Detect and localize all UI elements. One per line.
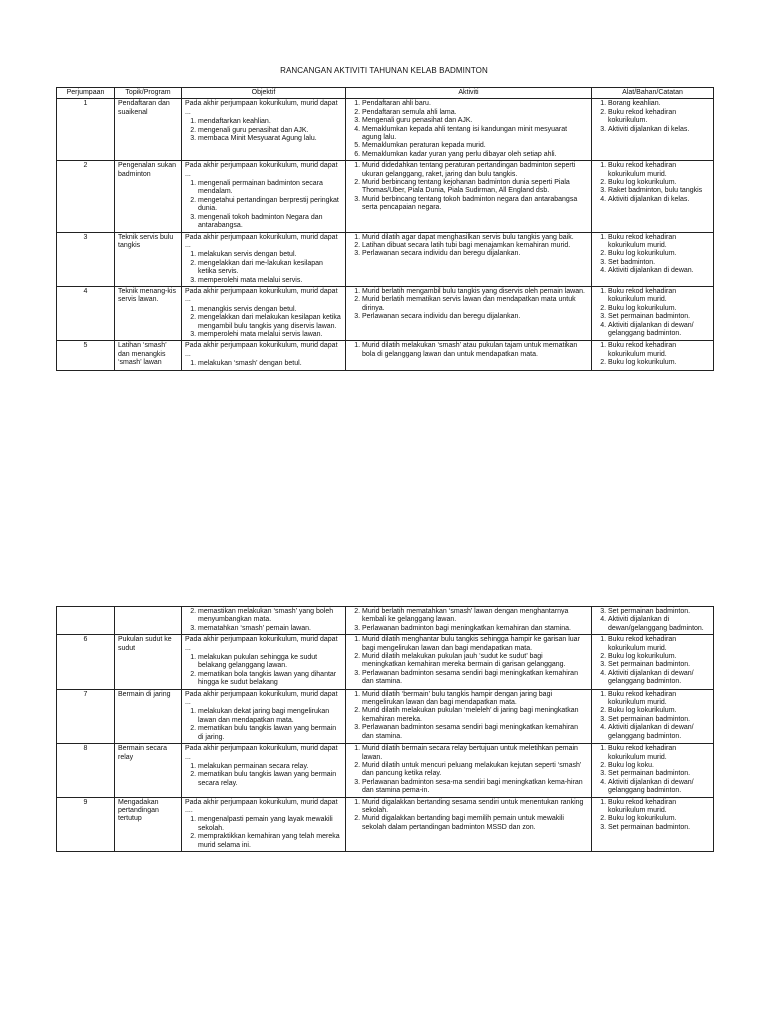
activity-item: 3. Perlawanan badminton sesama sendiri bagi meningkatkan kemahiran dan stamina.: [362, 670, 588, 687]
objective-item-list: [185, 608, 342, 633]
topic-cell: Teknik menang-kis servis lawan.: [115, 286, 182, 340]
note-item: 3. Set permainan badminton.: [608, 313, 710, 321]
objective-intro: Pada akhir perjumpaan kokurikulum, murid dapat ...: [185, 342, 338, 358]
topic-cell: Teknik servis bulu tangkis: [115, 232, 182, 286]
activity-item: 1. Murid dilatih bermain secara relay bertujuan untuk meletihkan pemain lawan.: [362, 745, 588, 762]
meeting-number: 2: [57, 161, 115, 232]
activity-cell: [346, 797, 592, 851]
activity-item: 3. Perlawanan secara individu dan beregu dijalankan.: [362, 313, 588, 321]
objective-intro: Pada akhir perjumpaan kokurikulum, murid dapat ...: [185, 100, 338, 116]
notes-cell: [592, 607, 714, 635]
objective-intro: Pada akhir perjumpaan kokurikulum, murid dapat ...: [185, 162, 338, 178]
note-item: 4. Aktiviti dijalankan di kelas.: [608, 196, 710, 204]
objective-item: 1. mengenalpasti pemain yang layak mewakili sekolah.: [198, 816, 342, 833]
activity-cell: [346, 161, 592, 232]
activity-item: 2. Murid dilatih melakukan pukulan ‘meleleh’ di jaring bagi meningkatkan kemahiran mereka.: [362, 707, 588, 724]
activity-item: 4. Memaklumkan kepada ahli tentang isi kandungan minit mesyuarat agung lalu.: [362, 126, 588, 143]
note-item: 3. Set permainan badminton.: [608, 824, 710, 832]
note-item: 3. Aktiviti dijalankan di kelas.: [608, 126, 710, 134]
activity-item: 2. Murid dilatih untuk mencuri peluang melakukan kejutan seperti ‘smash’ dan pancung ketika relay.: [362, 762, 588, 779]
note-item: 1. Buku rekod kehadiran kokurikulum murid.: [608, 745, 710, 762]
objective-item: 1. melakukan ‘smash’ dengan betul.: [198, 360, 342, 368]
objective-item: 2. mempraktikkan kemahiran yang telah mereka murid selama ini.: [198, 833, 342, 850]
objective-item: 3. mematahkan ‘smash’ pemain lawan.: [198, 625, 342, 633]
notes-cell: [592, 797, 714, 851]
objective-intro: Pada akhir perjumpaan kokurikulum, murid dapat ...: [185, 745, 338, 761]
objective-cell: [182, 99, 346, 161]
topic-cell: Pengenalan sukan badminton: [115, 161, 182, 232]
note-item: 3. Set permainan badminton.: [608, 716, 710, 724]
objective-item-list: [185, 763, 342, 788]
topic-cell: [115, 607, 182, 635]
activity-cell: [346, 744, 592, 797]
meeting-number: 4: [57, 286, 115, 340]
note-item: 3. Raket badminton, bulu tangkis: [608, 187, 710, 195]
meeting-number: [57, 607, 115, 635]
activity-item: 2. Murid digalakkan bertanding bagi memilih pemain untuk mewakili sekolah dalam pertandingan badminton MSSD dan zon.: [362, 815, 588, 832]
activity-item: 1. Murid berlatih mengambil bulu tangkis yang diservis oleh pemain lawan.: [362, 288, 588, 296]
activity-cell: [346, 286, 592, 340]
note-item: 3. Set permainan badminton.: [608, 608, 710, 616]
objective-item: 1. menangkis servis dengan betul.: [198, 306, 342, 314]
objective-cell: [182, 161, 346, 232]
activity-cell: [346, 341, 592, 370]
activity-item: 1. Pendaftaran ahli baru.: [362, 100, 588, 108]
activity-item-list: [349, 342, 588, 359]
objective-item: 1. melakukan dekat jaring bagi mengelirukan lawan dan mendapatkan mata.: [198, 708, 342, 725]
note-item: 4. Aktiviti dijalankan di dewan/ gelanggang badminton.: [608, 779, 710, 796]
document-title: RANCANGAN AKTIVITI TAHUNAN KELAB BADMINTON: [280, 66, 488, 75]
activity-cell: [346, 232, 592, 286]
note-item: 2. Buku log kokurikulum.: [608, 250, 710, 258]
table-row: [57, 797, 714, 851]
activity-item: 3. Perlawanan badminton sesa-ma sendiri bagi meningkatkan kema-hiran dan stamina pema-in.: [362, 779, 588, 796]
topic-cell: Mengadakan pertandingan tertutup: [115, 797, 182, 851]
note-item: 1. Buku rekod kehadiran kokurikulum murid.: [608, 234, 710, 251]
note-item: 2. Buku log kokurikulum.: [608, 653, 710, 661]
activity-cell: [346, 635, 592, 689]
table-row: [57, 341, 714, 370]
note-item: 2. Buku log kokurikulum.: [608, 305, 710, 313]
objective-item: 1. mengenali permainan badminton secara mendalam.: [198, 180, 342, 197]
meeting-number: 3: [57, 232, 115, 286]
note-item-list: [595, 745, 710, 795]
table-row: [57, 232, 714, 286]
activity-item: 1. Murid didedahkan tentang peraturan pertandingan badminton seperti ukuran gelanggang, raket, jaring dan bulu tangkis.: [362, 162, 588, 179]
meeting-number: 6: [57, 635, 115, 689]
note-item: 4. Aktiviti dijalankan di dewan/ gelanggang badminton.: [608, 322, 710, 339]
note-item: 4. Aktiviti dijalankan di dewan.: [608, 267, 710, 275]
activity-item: 2. Latihan dibuat secara latih tubi bagi menajamkan kemahiran murid.: [362, 242, 588, 250]
note-item: 2. Buku log kokurikulum.: [608, 359, 710, 367]
objective-item-list: [185, 654, 342, 688]
table-row: [57, 99, 714, 161]
objective-item-list: [185, 708, 342, 742]
activity-cell: [346, 607, 592, 635]
note-item: 1. Buku rekod kehadiran kokurikulum murid.: [608, 691, 710, 708]
activity-item: 6. Memaklumkan kadar yuran yang perlu dibayar oleh setiap ahli.: [362, 151, 588, 159]
topic-cell: Latihan ‘smash’ dan menangkis ‘smash’ lawan: [115, 341, 182, 370]
notes-cell: [592, 232, 714, 286]
objective-item: 1. melakukan permainan secara relay.: [198, 763, 342, 771]
activity-item: 2. Pendaftaran semula ahli lama.: [362, 109, 588, 117]
objective-item: 3. mengenali tokoh badminton Negara dan antarabangsa.: [198, 214, 342, 231]
activity-item-list: [349, 799, 588, 833]
note-item: 3. Set permainan badminton.: [608, 770, 710, 778]
objective-item: 1. melakukan pukulan sehingga ke sudut belakang gelanggang lawan.: [198, 654, 342, 671]
header-perjumpaan: Perjumpaan: [57, 88, 115, 99]
note-item-list: [595, 234, 710, 276]
objective-item: 1. melakukan servis dengan betul.: [198, 251, 342, 259]
objective-cell: [182, 744, 346, 797]
note-item-list: [595, 342, 710, 367]
note-item: 1. Buku rekod kehadiran kokurikulum murid.: [608, 342, 710, 359]
table-row: [57, 744, 714, 797]
objective-item-list: [185, 118, 342, 143]
table-row: [57, 286, 714, 340]
notes-cell: [592, 689, 714, 743]
meeting-number: 8: [57, 744, 115, 797]
header-aktiviti: Aktiviti: [346, 88, 592, 99]
objective-intro: Pada akhir perjumpaan kokurikulum, murid dapat ...: [185, 690, 338, 707]
objective-item: 2. mengelakkan dari me-lakukan kesilapan ketika servis.: [198, 260, 342, 277]
activity-item-list: [349, 636, 588, 686]
objective-cell: [182, 797, 346, 851]
activity-item: 2. Murid berlatih mematahkan ‘smash’ lawan dengan menghantarnya kembali ke gelanggang lawan.: [362, 608, 588, 625]
activity-item: 3. Mengenali guru penasihat dan AJK.: [362, 117, 588, 125]
note-item: 2. Buku log kokurikulum.: [608, 707, 710, 715]
topic-cell: Pukulan sudut ke sudut: [115, 635, 182, 689]
objective-intro: Pada akhir perjumpaan kokurikulum, murid dapat ...: [185, 233, 338, 249]
note-item-list: [595, 799, 710, 833]
note-item: 2. Buku log kokurikulum.: [608, 815, 710, 823]
activity-item-list: [349, 288, 588, 322]
activity-cell: [346, 689, 592, 743]
note-item-list: [595, 162, 710, 204]
note-item: 1. Buku rekod kehadiran kokurikulum murid.: [608, 288, 710, 305]
topic-cell: Pendaftaran dan suaikenal: [115, 99, 182, 161]
note-item: 1. Buku rekod kehadiran kokurikulum murid.: [608, 636, 710, 653]
note-item: 4. Aktiviti dijalankan di dewan/gelanggang badminton.: [608, 616, 710, 633]
objective-item: 2. mengenali guru penasihat dan AJK.: [198, 127, 342, 135]
note-item: 3. Set badminton.: [608, 259, 710, 267]
objective-cell: [182, 341, 346, 370]
objective-item: 3. memperolehi mata melalui servis lawan.: [198, 331, 342, 339]
note-item-list: [595, 100, 710, 134]
activity-item-list: [349, 100, 588, 159]
note-item: 4. Aktiviti dijalankan di dewan/ gelanggang badminton.: [608, 724, 710, 741]
activity-item: 1. Murid dilatih ‘bermain’ bulu tangkis hampir dengan jaring bagi mengelirukan lawan dan bagi mendapatkan mata.: [362, 691, 588, 708]
objective-item-list: [185, 306, 342, 340]
objective-item: 3. memperolehi mata melalui servis.: [198, 277, 342, 285]
note-item: 1. Buku rekod kehadiran kokurikulum murid.: [608, 162, 710, 179]
table-row: [57, 689, 714, 743]
table-row: [57, 161, 714, 232]
objective-item: 2. mematikan bulu tangkis lawan yang bermain di jaring.: [198, 725, 342, 742]
objective-cell: [182, 286, 346, 340]
notes-cell: [592, 341, 714, 370]
objective-item: 2. mematikan bulu tangkis lawan yang bermain secara relay.: [198, 771, 342, 788]
topic-cell: Bermain secara relay: [115, 744, 182, 797]
objective-item: 2. mengelakkan dari melakukan kesilapan ketika mengambil bulu tangkis yang diservis lawan.: [198, 314, 342, 331]
note-item-list: [595, 608, 710, 633]
activity-item: 3. Perlawanan secara individu dan beregu dijalankan.: [362, 250, 588, 258]
note-item: 1. Buku rekod kehadiran kokurikulum murid.: [608, 799, 710, 816]
note-item: 2. Buku rekod kehadiran kokurikulum.: [608, 109, 710, 126]
activity-item: 2. Murid berlatih mematikan servis lawan dan mendapatkan mata untuk dirinya.: [362, 296, 588, 313]
activity-item-list: [349, 162, 588, 212]
activity-item-list: [349, 691, 588, 741]
meeting-number: 5: [57, 341, 115, 370]
note-item-list: [595, 636, 710, 686]
meeting-number: 9: [57, 797, 115, 851]
header-topik: Topik/Program: [115, 88, 182, 99]
table-row: [57, 607, 714, 635]
activity-item: 3. Perlawanan badminton bagi meningkatkan kemahiran dan stamina.: [362, 625, 588, 633]
objective-intro: Pada akhir perjumpaan kokurikulum, murid dapat ...: [185, 636, 338, 652]
table-header-row: [57, 88, 714, 99]
activity-item: 3. Perlawanan badminton sesama sendiri bagi meningkatkan kemahiran dan stamina.: [362, 724, 588, 741]
notes-cell: [592, 744, 714, 797]
activity-item-list: [349, 608, 588, 633]
objective-cell: [182, 635, 346, 689]
table-body-page-1: [57, 99, 714, 370]
note-item-list: [595, 691, 710, 741]
objective-cell: [182, 232, 346, 286]
objective-item: 2. memastikan melakukan ‘smash’ yang boleh menyumbangkan mata.: [198, 608, 342, 625]
objective-item-list: [185, 180, 342, 230]
objective-item-list: [185, 251, 342, 285]
objective-item-list: [185, 816, 342, 850]
activity-item: 5. Memaklumkan peraturan kepada murid.: [362, 142, 588, 150]
note-item: 2. Buku log kokurikulum.: [608, 179, 710, 187]
objective-item-list: [185, 360, 342, 368]
activity-table-page-2: [56, 606, 714, 852]
notes-cell: [592, 161, 714, 232]
notes-cell: [592, 635, 714, 689]
objective-item: 2. mematikan bola tangkis lawan yang dihantar hingga ke sudut belakang: [198, 671, 342, 688]
table-body-page-2: [57, 607, 714, 852]
table-row: [57, 635, 714, 689]
objective-intro: Pada akhir perjumpaan kokurikulum, murid dapat ....: [185, 798, 338, 814]
notes-cell: [592, 286, 714, 340]
header-alat: Alat/Bahan/Catatan: [592, 88, 714, 99]
objective-cell: [182, 689, 346, 743]
objective-item: 2. mengetahui pertandingan berprestij peringkat dunia.: [198, 197, 342, 214]
activity-item: 1. Murid dilatih menghantar bulu tangkis sehingga hampir ke garisan luar bagi mengelirukan lawan dan bagi mendapatkan mata.: [362, 636, 588, 653]
meeting-number: 1: [57, 99, 115, 161]
activity-item-list: [349, 234, 588, 259]
activity-item-list: [349, 745, 588, 795]
objective-item: 1. mendaftarkan keahlian.: [198, 118, 342, 126]
activity-item: 3. Murid berbincang tentang tokoh badminton negara dan antarabangsa serta pencapaian negara.: [362, 196, 588, 213]
objective-item: 3. membaca Minit Mesyuarat Agung lalu.: [198, 135, 342, 143]
meeting-number: 7: [57, 689, 115, 743]
notes-cell: [592, 99, 714, 161]
activity-item: 1. Murid digalakkan bertanding sesama sendiri untuk menentukan ranking sekolah.: [362, 799, 588, 816]
activity-cell: [346, 99, 592, 161]
note-item: 2. Buku log koku.: [608, 762, 710, 770]
activity-table-page-1: [56, 87, 714, 371]
objective-cell: [182, 607, 346, 635]
header-objektif: Objektif: [182, 88, 346, 99]
activity-item: 1. Murid dilatih agar dapat menghasilkan servis bulu tangkis yang baik.: [362, 234, 588, 242]
note-item: 1. Borang keahlian.: [608, 100, 710, 108]
note-item: 4. Aktiviti dijalankan di dewan/ gelanggang badminton.: [608, 670, 710, 687]
activity-item: 1. Murid dilatih melakukan ‘smash’ atau pukulan tajam untuk mematikan bola di gelanggang lawan dan untuk mendapatkan mata.: [362, 342, 588, 359]
note-item-list: [595, 288, 710, 338]
activity-item: 2. Murid dilatih melakukan pukulan jauh ‘sudut ke sudut’ bagi meningkatkan kemahiran mereka bermain di garisan gelanggang.: [362, 653, 588, 670]
topic-cell: Bermain di jaring: [115, 689, 182, 743]
objective-intro: Pada akhir perjumpaan kokurikulum, murid dapat ...: [185, 287, 338, 304]
note-item: 3. Set permainan badminton.: [608, 661, 710, 669]
activity-item: 2. Murid berbincang tentang kejohanan badminton dunia seperti Piala Thomas/Uber, Piala Dunia, Piala Sudirman, All England dsb.: [362, 179, 588, 196]
